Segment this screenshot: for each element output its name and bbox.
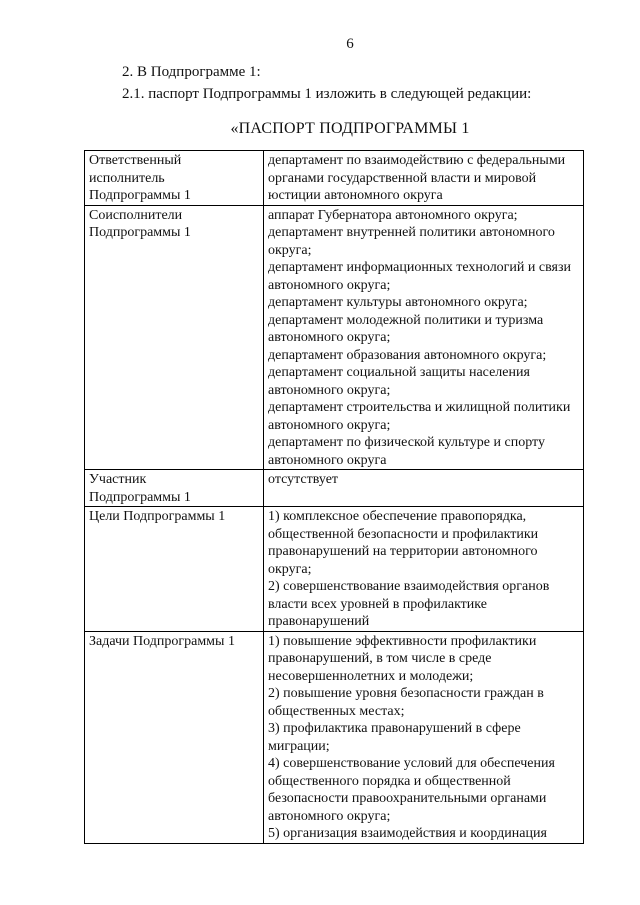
row-label-cell bbox=[85, 151, 264, 206]
row-value-line: департамент строительства и жилищной политики bbox=[268, 400, 571, 415]
row-value-line: правонарушений, в том числе в среде bbox=[268, 651, 492, 666]
row-value-cell bbox=[264, 151, 584, 206]
row-value-line: автономного округа; bbox=[268, 417, 391, 433]
row-label-line: Ответственный bbox=[89, 153, 182, 168]
row-label-line: Цели Подпрограммы 1 bbox=[89, 509, 226, 524]
row-value-line: автономного округа; bbox=[268, 808, 391, 824]
row-value-line: 2) повышение уровня безопасности граждан в bbox=[268, 686, 544, 701]
row-label-line: Подпрограммы 1 bbox=[89, 489, 191, 505]
row-value-line: департамент по взаимодействию с федеральными bbox=[268, 153, 566, 168]
row-value-line: автономного округа bbox=[268, 452, 387, 468]
row-value-line: общественной безопасности и профилактики bbox=[268, 526, 539, 542]
table-row bbox=[85, 631, 584, 843]
row-value-line: департамент информационных технологий и связи bbox=[268, 260, 572, 275]
row-value-line: 2) совершенствование взаимодействия органов bbox=[268, 579, 550, 594]
passport-table bbox=[84, 150, 584, 844]
row-value-line: аппарат Губернатора автономного округа; bbox=[268, 207, 518, 223]
row-value-line: департамент молодежной политики и туризма bbox=[268, 312, 544, 328]
row-value-cell bbox=[264, 470, 584, 507]
row-value-line: общественных местах; bbox=[268, 703, 405, 719]
row-label-cell bbox=[85, 470, 264, 507]
row-value-cell bbox=[264, 507, 584, 632]
row-label-line: Соисполнители bbox=[89, 207, 183, 223]
row-value-line: департамент внутренней политики автономного bbox=[268, 225, 555, 240]
row-label-line: исполнитель bbox=[89, 170, 165, 186]
row-value-line: автономного округа; bbox=[268, 330, 391, 345]
row-value-line: округа; bbox=[268, 242, 312, 258]
row-value-line: юстиции автономного округа bbox=[268, 188, 443, 203]
row-value-line: отсутствует bbox=[268, 472, 339, 487]
row-value-line: миграции; bbox=[268, 738, 330, 754]
passport-table-body bbox=[85, 151, 584, 844]
row-label-cell bbox=[85, 507, 264, 632]
page-number: 6 bbox=[346, 36, 354, 52]
paragraph-passport-edit: 2.1. паспорт Подпрограммы 1 изложить в следующей редакции: bbox=[122, 86, 532, 102]
row-value-line: органами государственной власти и мировой bbox=[268, 170, 537, 186]
table-row bbox=[85, 507, 584, 632]
row-value-line: 1) повышение эффективности профилактики bbox=[268, 633, 537, 649]
row-value-line: департамент по физической культуре и спорту bbox=[268, 435, 545, 450]
row-value-line: департамент культуры автономного округа; bbox=[268, 295, 528, 310]
row-label-line: Задачи Подпрограммы 1 bbox=[89, 633, 235, 649]
row-value-line: 1) комплексное обеспечение правопорядка, bbox=[268, 509, 527, 524]
row-value-line: департамент образования автономного округа; bbox=[268, 347, 547, 363]
row-label-cell bbox=[85, 205, 264, 470]
row-value-cell bbox=[264, 631, 584, 843]
row-label-line: Подпрограммы 1 bbox=[89, 225, 191, 240]
row-value-cell bbox=[264, 205, 584, 470]
row-value-line: 5) организация взаимодействия и координация bbox=[268, 826, 547, 841]
table-row bbox=[85, 205, 584, 470]
row-value-line: округа; bbox=[268, 561, 312, 577]
row-value-line: общественного порядка и общественной bbox=[268, 773, 511, 789]
table-row bbox=[85, 151, 584, 206]
row-label-cell bbox=[85, 631, 264, 843]
row-value-line: 4) совершенствование условий для обеспечения bbox=[268, 756, 555, 771]
row-value-line: 3) профилактика правонарушений в сфере bbox=[268, 721, 521, 736]
row-label-line: Подпрограммы 1 bbox=[89, 188, 191, 203]
row-value-line: правонарушений на территории автономного bbox=[268, 544, 538, 559]
row-value-line: автономного округа; bbox=[268, 382, 391, 398]
paragraph-subprogram: 2. В Подпрограмме 1: bbox=[122, 64, 261, 80]
row-value-line: несовершеннолетних и молодежи; bbox=[268, 668, 474, 684]
table-row bbox=[85, 470, 584, 507]
row-value-line: автономного округа; bbox=[268, 277, 391, 293]
row-value-line: департамент социальной защиты населения bbox=[268, 365, 530, 380]
row-value-line: правонарушений bbox=[268, 614, 370, 629]
row-label-line: Участник bbox=[89, 472, 147, 487]
row-value-line: безопасности правоохранительными органами bbox=[268, 791, 547, 806]
passport-heading: «ПАСПОРТ ПОДПРОГРАММЫ 1 bbox=[230, 120, 470, 137]
row-value-line: власти всех уровней в профилактике bbox=[268, 596, 487, 612]
